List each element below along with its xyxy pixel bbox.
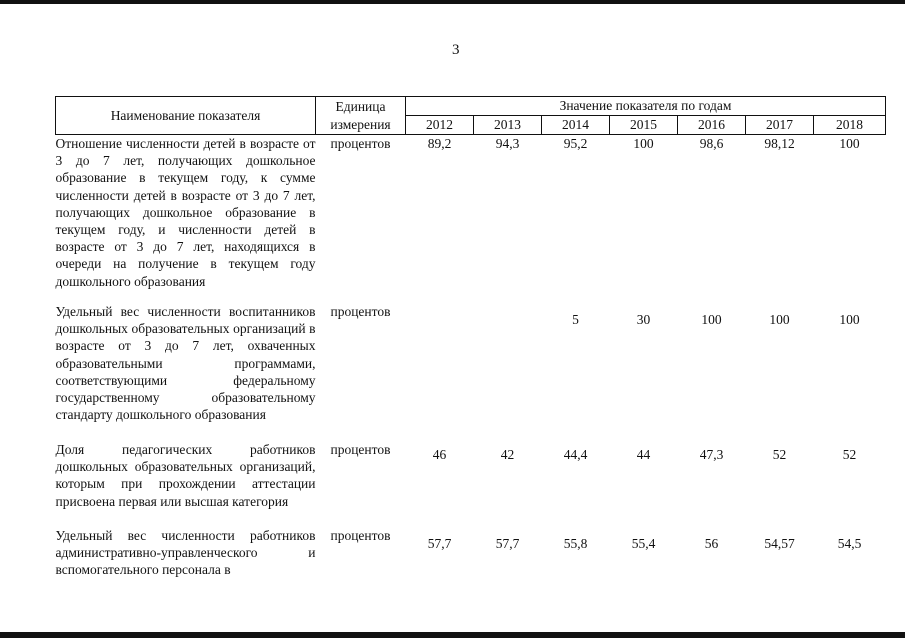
value-cell: 54,57 <box>764 536 795 551</box>
table-row <box>56 303 886 441</box>
page-number: 3 <box>452 42 460 58</box>
header-year: 2012 <box>406 116 474 135</box>
value-cell: 100 <box>701 312 722 327</box>
value-cell: 30 <box>636 312 651 327</box>
scan-top-edge <box>0 0 905 4</box>
value-cell: 55,8 <box>563 536 588 551</box>
indicators-table <box>55 96 886 579</box>
value-cell: 57,7 <box>427 536 452 551</box>
value-cell: 46 <box>432 447 447 462</box>
value-cell: 52 <box>842 447 857 462</box>
header-indicator-name: Наименование показателя <box>56 97 316 135</box>
indicator-unit: процентов <box>330 528 391 543</box>
value-cell: 98,6 <box>699 136 724 151</box>
value-cell: 57,7 <box>495 536 520 551</box>
header-year: 2013 <box>474 116 542 135</box>
value-cell: 98,12 <box>764 136 795 151</box>
header-year: 2017 <box>746 116 814 135</box>
indicator-name: Отношение численности детей в возрасте от 3 до 7 лет, получающих дошкольное образование в текущем году, к сумме численности детей в возрасте от 3 до 7 лет, получающих дошкольное образование в текущем году, и численности детей в возрасте от 3 до 7 лет, находящихся в очереди на получение в текущем году дошкольного образования <box>55 136 316 289</box>
header-year: 2018 <box>814 116 886 135</box>
value-cell: 100 <box>839 312 860 327</box>
indicator-name: Доля педагогических работников дошкольных образовательных организаций, которым при прохождении аттестации присвоена первая или высшая категория <box>55 442 316 509</box>
value-cell <box>406 303 474 441</box>
value-cell: 95,2 <box>563 136 588 151</box>
table-row <box>56 135 886 304</box>
indicator-unit: процентов <box>330 136 391 151</box>
value-cell: 5 <box>572 312 579 327</box>
value-cell <box>474 303 542 441</box>
value-cell: 89,2 <box>427 136 452 151</box>
value-cell: 47,3 <box>699 447 724 462</box>
table-row <box>56 441 886 527</box>
header-year: 2015 <box>610 116 678 135</box>
header-year: 2016 <box>678 116 746 135</box>
header-year: 2014 <box>542 116 610 135</box>
scan-bottom-edge <box>0 632 905 638</box>
indicator-unit: процентов <box>330 442 391 457</box>
indicator-name: Удельный вес численности работников административно-управленческого и вспомогательного персонала в <box>55 528 316 578</box>
value-cell: 42 <box>500 447 515 462</box>
table-header <box>56 97 886 135</box>
value-cell: 100 <box>633 136 654 151</box>
value-cell: 52 <box>772 447 787 462</box>
value-cell: 94,3 <box>495 136 520 151</box>
value-cell: 56 <box>704 536 719 551</box>
indicator-name: Удельный вес численности воспитанников дошкольных образовательных организаций в возрасте от 3 до 7 лет, охваченных образовательными программами, соответствующими федеральному государственному образовательному стандарту дошкольного образования <box>55 304 316 423</box>
value-cell: 44 <box>636 447 651 462</box>
value-cell: 55,4 <box>631 536 656 551</box>
value-cell: 54,5 <box>837 536 862 551</box>
value-cell: 100 <box>769 312 790 327</box>
indicator-unit: процентов <box>330 304 391 319</box>
header-unit: Единица измерения <box>316 97 406 135</box>
value-cell: 44,4 <box>563 447 588 462</box>
value-cell: 100 <box>839 136 860 151</box>
table-row <box>56 527 886 579</box>
header-values-by-year: Значение показателя по годам <box>406 97 886 116</box>
